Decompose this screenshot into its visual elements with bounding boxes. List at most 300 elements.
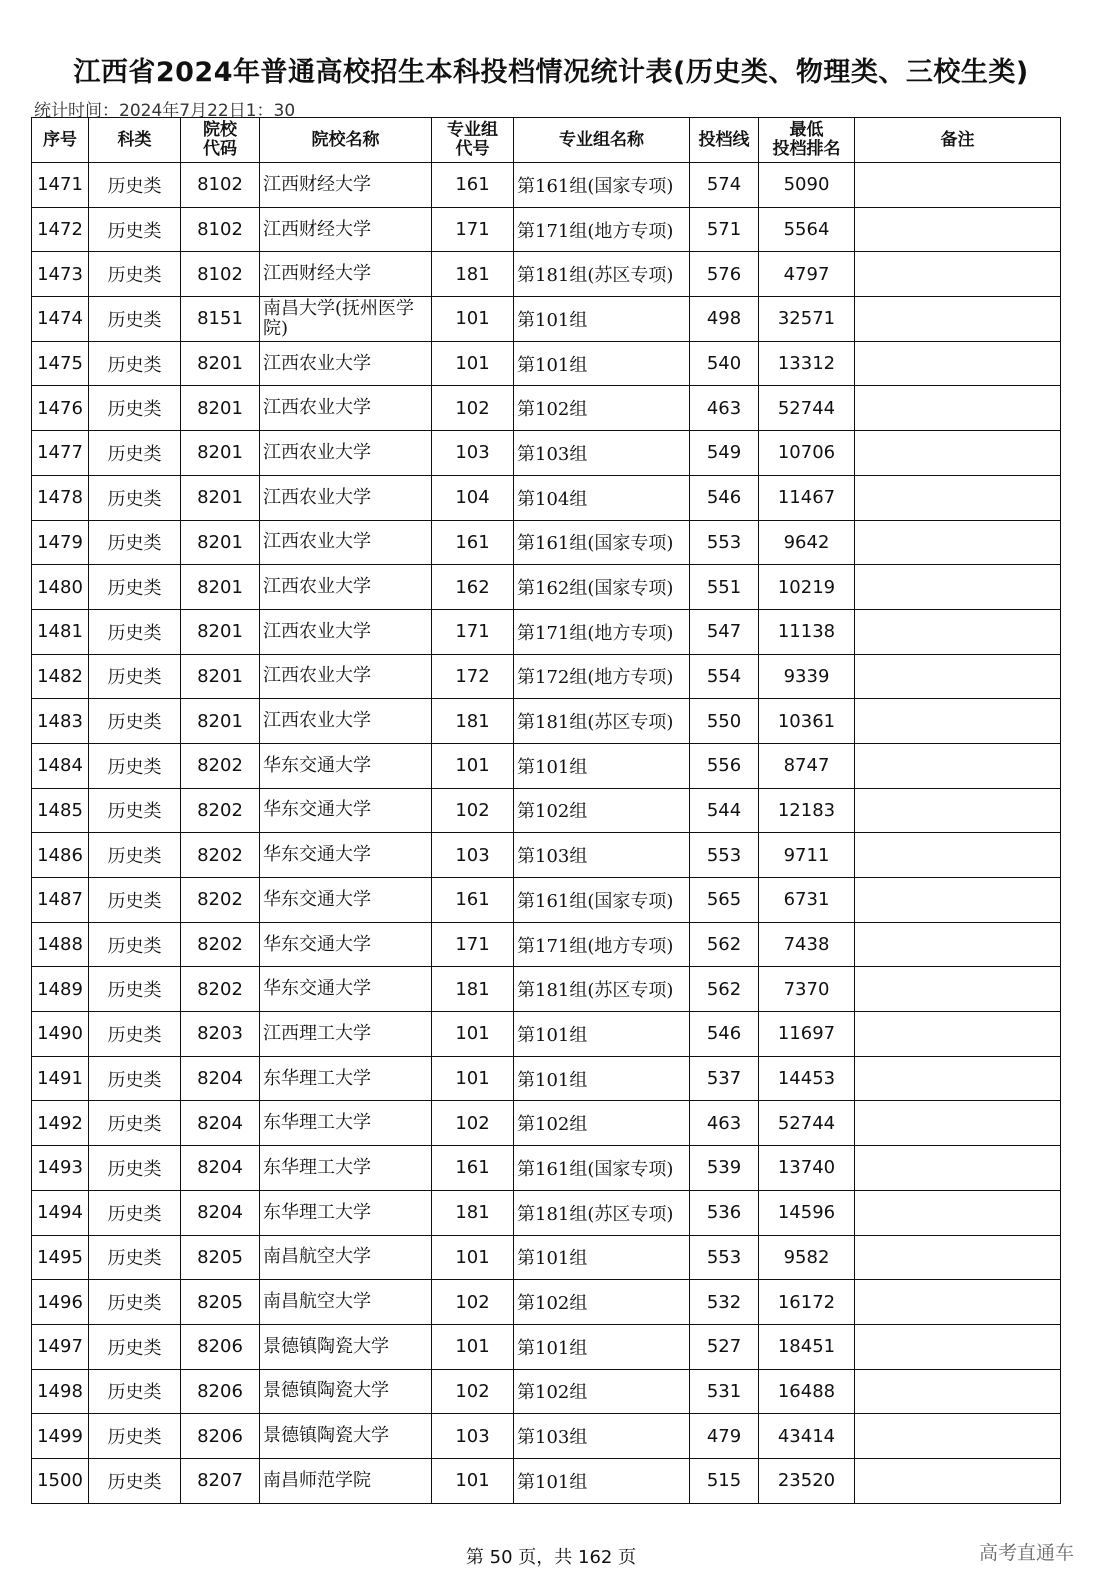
cell-group-code: 101 (432, 1324, 514, 1369)
cell-score: 554 (690, 654, 759, 699)
cell-group-name: 第181组(苏区专项) (514, 699, 690, 744)
cell-seq: 1491 (32, 1056, 89, 1101)
cell-school-code: 8204 (181, 1190, 260, 1235)
cell-category: 历史类 (89, 252, 181, 297)
cell-category: 历史类 (89, 743, 181, 788)
cell-rank: 14596 (759, 1190, 855, 1235)
cell-school-code: 8202 (181, 743, 260, 788)
cell-group-code: 104 (432, 475, 514, 520)
header-school-code (181, 118, 260, 163)
cell-score: 562 (690, 922, 759, 967)
cell-school-name: 华东交通大学 (260, 878, 432, 923)
cell-group-code: 181 (432, 252, 514, 297)
cell-rank: 11138 (759, 609, 855, 654)
cell-school-code: 8201 (181, 475, 260, 520)
cell-school-name: 东华理工大学 (260, 1056, 432, 1101)
cell-school-name: 景德镇陶瓷大学 (260, 1369, 432, 1414)
cell-note (855, 743, 1061, 788)
table-row (32, 207, 1061, 252)
cell-seq: 1493 (32, 1146, 89, 1191)
cell-category: 历史类 (89, 967, 181, 1012)
cell-rank: 16488 (759, 1369, 855, 1414)
header-rank-line2: 投档排名 (772, 139, 841, 159)
cell-category: 历史类 (89, 1280, 181, 1325)
cell-school-code: 8102 (181, 163, 260, 208)
cell-school-name: 景德镇陶瓷大学 (260, 1324, 432, 1369)
cell-school-code: 8201 (181, 386, 260, 431)
cell-group-name: 第102组 (514, 386, 690, 431)
cell-school-code: 8202 (181, 878, 260, 923)
cell-category: 历史类 (89, 1369, 181, 1414)
cell-rank: 8747 (759, 743, 855, 788)
cell-school-code: 8204 (181, 1146, 260, 1191)
table-row (32, 163, 1061, 208)
cell-seq: 1472 (32, 207, 89, 252)
cell-rank: 5564 (759, 207, 855, 252)
cell-group-name: 第101组 (514, 1458, 690, 1503)
cell-school-name: 东华理工大学 (260, 1190, 432, 1235)
cell-category: 历史类 (89, 475, 181, 520)
cell-group-code: 161 (432, 1146, 514, 1191)
cell-note (855, 699, 1061, 744)
cell-rank: 5090 (759, 163, 855, 208)
cell-score: 479 (690, 1414, 759, 1459)
cell-note (855, 1458, 1061, 1503)
cell-school-name: 华东交通大学 (260, 788, 432, 833)
cell-seq: 1497 (32, 1324, 89, 1369)
table-row (32, 475, 1061, 520)
cell-rank: 7438 (759, 922, 855, 967)
cell-score: 562 (690, 967, 759, 1012)
table-row (32, 1190, 1061, 1235)
cell-group-name: 第171组(地方专项) (514, 922, 690, 967)
cell-rank: 4797 (759, 252, 855, 297)
cell-seq: 1484 (32, 743, 89, 788)
cell-group-code: 101 (432, 1235, 514, 1280)
cell-seq: 1487 (32, 878, 89, 923)
cell-category: 历史类 (89, 565, 181, 610)
cell-school-name: 江西农业大学 (260, 341, 432, 386)
cell-note (855, 431, 1061, 476)
cell-category: 历史类 (89, 1235, 181, 1280)
cell-note (855, 520, 1061, 565)
cell-seq: 1477 (32, 431, 89, 476)
statistics-timestamp: 统计时间：2024年7月22日1：30 (34, 101, 296, 121)
table-row (32, 520, 1061, 565)
cell-school-name: 江西农业大学 (260, 565, 432, 610)
table-row (32, 386, 1061, 431)
cell-note (855, 609, 1061, 654)
cell-category: 历史类 (89, 207, 181, 252)
cell-group-code: 172 (432, 654, 514, 699)
cell-school-code: 8201 (181, 654, 260, 699)
cell-seq: 1476 (32, 386, 89, 431)
cell-group-code: 101 (432, 743, 514, 788)
cell-score: 553 (690, 833, 759, 878)
cell-group-name: 第101组 (514, 1056, 690, 1101)
table-row (32, 431, 1061, 476)
cell-note (855, 297, 1061, 342)
cell-score: 537 (690, 1056, 759, 1101)
cell-group-name: 第101组 (514, 1324, 690, 1369)
cell-group-code: 171 (432, 922, 514, 967)
cell-score: 546 (690, 1012, 759, 1057)
cell-school-name: 东华理工大学 (260, 1101, 432, 1146)
cell-group-name: 第103组 (514, 431, 690, 476)
cell-rank: 18451 (759, 1324, 855, 1369)
cell-score: 574 (690, 163, 759, 208)
cell-note (855, 1146, 1061, 1191)
cell-note (855, 1012, 1061, 1057)
cell-group-code: 102 (432, 1280, 514, 1325)
cell-school-code: 8206 (181, 1324, 260, 1369)
header-score: 投档线 (690, 118, 759, 163)
cell-school-code: 8201 (181, 341, 260, 386)
cell-seq: 1486 (32, 833, 89, 878)
cell-group-name: 第171组(地方专项) (514, 609, 690, 654)
cell-group-code: 102 (432, 1369, 514, 1414)
cell-rank: 23520 (759, 1458, 855, 1503)
table-row (32, 252, 1061, 297)
cell-school-name: 江西农业大学 (260, 654, 432, 699)
table-row (32, 341, 1061, 386)
cell-school-code: 8201 (181, 609, 260, 654)
cell-category: 历史类 (89, 609, 181, 654)
cell-school-name: 江西财经大学 (260, 252, 432, 297)
cell-score: 547 (690, 609, 759, 654)
table-row (32, 922, 1061, 967)
cell-group-name: 第103组 (514, 1414, 690, 1459)
cell-score: 551 (690, 565, 759, 610)
cell-school-code: 8202 (181, 922, 260, 967)
cell-category: 历史类 (89, 163, 181, 208)
cell-group-name: 第102组 (514, 788, 690, 833)
cell-category: 历史类 (89, 1414, 181, 1459)
cell-rank: 43414 (759, 1414, 855, 1459)
cell-school-code: 8207 (181, 1458, 260, 1503)
cell-seq: 1479 (32, 520, 89, 565)
cell-seq: 1481 (32, 609, 89, 654)
cell-note (855, 207, 1061, 252)
table-row (32, 788, 1061, 833)
cell-group-code: 171 (432, 207, 514, 252)
cell-seq: 1483 (32, 699, 89, 744)
table-row (32, 297, 1061, 342)
cell-category: 历史类 (89, 1190, 181, 1235)
cell-school-name: 南昌大学(抚州医学院) (260, 297, 432, 342)
cell-note (855, 163, 1061, 208)
cell-rank: 16172 (759, 1280, 855, 1325)
cell-score: 540 (690, 341, 759, 386)
cell-group-code: 101 (432, 1458, 514, 1503)
cell-group-name: 第101组 (514, 297, 690, 342)
cell-group-code: 101 (432, 1056, 514, 1101)
cell-seq: 1489 (32, 967, 89, 1012)
cell-school-name: 景德镇陶瓷大学 (260, 1414, 432, 1459)
cell-note (855, 475, 1061, 520)
cell-group-name: 第101组 (514, 743, 690, 788)
page-number: 第 50 页，共 162 页 (465, 1547, 637, 1568)
cell-seq: 1498 (32, 1369, 89, 1414)
cell-school-code: 8206 (181, 1369, 260, 1414)
table-row (32, 565, 1061, 610)
cell-school-code: 8205 (181, 1280, 260, 1325)
cell-rank: 13740 (759, 1146, 855, 1191)
cell-group-code: 101 (432, 297, 514, 342)
cell-category: 历史类 (89, 520, 181, 565)
cell-category: 历史类 (89, 1324, 181, 1369)
cell-group-name: 第101组 (514, 1012, 690, 1057)
cell-group-name: 第161组(国家专项) (514, 878, 690, 923)
cell-rank: 13312 (759, 341, 855, 386)
cell-group-code: 101 (432, 1012, 514, 1057)
cell-score: 571 (690, 207, 759, 252)
table-row (32, 833, 1061, 878)
table-row (32, 1324, 1061, 1369)
cell-seq: 1490 (32, 1012, 89, 1057)
cell-category: 历史类 (89, 341, 181, 386)
cell-group-name: 第104组 (514, 475, 690, 520)
cell-rank: 14453 (759, 1056, 855, 1101)
cell-school-name: 华东交通大学 (260, 833, 432, 878)
header-note: 备注 (855, 118, 1061, 163)
cell-score: 544 (690, 788, 759, 833)
cell-category: 历史类 (89, 1056, 181, 1101)
cell-seq: 1482 (32, 654, 89, 699)
cell-score: 463 (690, 1101, 759, 1146)
cell-note (855, 1101, 1061, 1146)
cell-group-name: 第101组 (514, 1235, 690, 1280)
cell-score: 463 (690, 386, 759, 431)
cell-score: 553 (690, 1235, 759, 1280)
cell-rank: 7370 (759, 967, 855, 1012)
cell-school-name: 江西财经大学 (260, 207, 432, 252)
cell-group-name: 第102组 (514, 1101, 690, 1146)
cell-seq: 1488 (32, 922, 89, 967)
cell-category: 历史类 (89, 431, 181, 476)
cell-seq: 1495 (32, 1235, 89, 1280)
cell-school-code: 8201 (181, 565, 260, 610)
cell-school-code: 8203 (181, 1012, 260, 1057)
cell-category: 历史类 (89, 922, 181, 967)
cell-group-name: 第161组(国家专项) (514, 520, 690, 565)
cell-school-code: 8202 (181, 833, 260, 878)
cell-rank: 10361 (759, 699, 855, 744)
cell-note (855, 341, 1061, 386)
cell-school-code: 8201 (181, 520, 260, 565)
cell-note (855, 833, 1061, 878)
cell-seq: 1494 (32, 1190, 89, 1235)
header-rank (759, 118, 855, 163)
cell-school-name: 南昌航空大学 (260, 1280, 432, 1325)
cell-rank: 9711 (759, 833, 855, 878)
cell-seq: 1478 (32, 475, 89, 520)
cell-rank: 9582 (759, 1235, 855, 1280)
cell-school-name: 江西农业大学 (260, 609, 432, 654)
cell-school-name: 江西理工大学 (260, 1012, 432, 1057)
table-row (32, 1280, 1061, 1325)
cell-score: 515 (690, 1458, 759, 1503)
cell-group-code: 161 (432, 163, 514, 208)
cell-seq: 1471 (32, 163, 89, 208)
cell-score: 553 (690, 520, 759, 565)
cell-group-name: 第181组(苏区专项) (514, 1190, 690, 1235)
cell-group-code: 102 (432, 386, 514, 431)
cell-group-name: 第161组(国家专项) (514, 1146, 690, 1191)
cell-seq: 1499 (32, 1414, 89, 1459)
cell-rank: 52744 (759, 1101, 855, 1146)
cell-category: 历史类 (89, 1458, 181, 1503)
cell-group-code: 103 (432, 833, 514, 878)
cell-rank: 9339 (759, 654, 855, 699)
cell-group-name: 第181组(苏区专项) (514, 252, 690, 297)
cell-school-name: 东华理工大学 (260, 1146, 432, 1191)
cell-score: 532 (690, 1280, 759, 1325)
cell-school-name: 江西农业大学 (260, 431, 432, 476)
header-rank-line1: 最低 (789, 120, 824, 140)
header-category: 科类 (89, 118, 181, 163)
cell-note (855, 788, 1061, 833)
page-title: 江西省2024年普通高校招生本科投档情况统计表(历史类、物理类、三校生类) (73, 57, 1029, 88)
cell-school-code: 8206 (181, 1414, 260, 1459)
cell-note (855, 922, 1061, 967)
cell-school-code: 8205 (181, 1235, 260, 1280)
cell-rank: 9642 (759, 520, 855, 565)
cell-seq: 1496 (32, 1280, 89, 1325)
cell-school-code: 8204 (181, 1056, 260, 1101)
cell-rank: 10706 (759, 431, 855, 476)
cell-category: 历史类 (89, 386, 181, 431)
cell-note (855, 654, 1061, 699)
admission-table (31, 117, 1061, 1504)
cell-school-name: 南昌师范学院 (260, 1458, 432, 1503)
cell-group-name: 第161组(国家专项) (514, 163, 690, 208)
cell-seq: 1473 (32, 252, 89, 297)
cell-rank: 10219 (759, 565, 855, 610)
header-group-code-line1: 专业组 (447, 120, 498, 140)
cell-group-code: 181 (432, 1190, 514, 1235)
cell-note (855, 1235, 1061, 1280)
cell-school-name: 华东交通大学 (260, 922, 432, 967)
cell-school-name: 华东交通大学 (260, 967, 432, 1012)
cell-school-name: 南昌航空大学 (260, 1235, 432, 1280)
cell-group-code: 103 (432, 431, 514, 476)
table-row (32, 878, 1061, 923)
table-row (32, 1414, 1061, 1459)
table-row (32, 967, 1061, 1012)
table-row (32, 1369, 1061, 1414)
cell-group-name: 第103组 (514, 833, 690, 878)
cell-score: 536 (690, 1190, 759, 1235)
header-group-code-line2: 代号 (455, 139, 490, 159)
cell-group-name: 第162组(国家专项) (514, 565, 690, 610)
cell-category: 历史类 (89, 1012, 181, 1057)
table-row (32, 1012, 1061, 1057)
cell-group-code: 181 (432, 967, 514, 1012)
table-row (32, 1458, 1061, 1503)
cell-note (855, 967, 1061, 1012)
table-row (32, 609, 1061, 654)
cell-group-name: 第171组(地方专项) (514, 207, 690, 252)
header-school-code-line1: 院校 (203, 120, 237, 140)
table-row (32, 699, 1061, 744)
cell-note (855, 1414, 1061, 1459)
cell-group-name: 第102组 (514, 1369, 690, 1414)
cell-score: 546 (690, 475, 759, 520)
cell-note (855, 1190, 1061, 1235)
cell-school-name: 江西农业大学 (260, 386, 432, 431)
cell-rank: 52744 (759, 386, 855, 431)
cell-school-code: 8151 (181, 297, 260, 342)
table-row (32, 1056, 1061, 1101)
cell-group-code: 181 (432, 699, 514, 744)
brand-watermark: 高考直通车 (978, 1542, 1074, 1564)
cell-school-name: 江西财经大学 (260, 163, 432, 208)
cell-category: 历史类 (89, 699, 181, 744)
cell-group-code: 101 (432, 341, 514, 386)
cell-group-code: 102 (432, 788, 514, 833)
cell-school-name: 华东交通大学 (260, 743, 432, 788)
header-group-code (432, 118, 514, 163)
cell-category: 历史类 (89, 1101, 181, 1146)
header-school-name: 院校名称 (260, 118, 432, 163)
cell-rank: 11467 (759, 475, 855, 520)
table-row (32, 1146, 1061, 1191)
cell-score: 498 (690, 297, 759, 342)
cell-score: 576 (690, 252, 759, 297)
cell-seq: 1474 (32, 297, 89, 342)
cell-group-name: 第172组(地方专项) (514, 654, 690, 699)
cell-group-code: 162 (432, 565, 514, 610)
table-row (32, 654, 1061, 699)
cell-school-code: 8102 (181, 252, 260, 297)
cell-score: 556 (690, 743, 759, 788)
cell-seq: 1485 (32, 788, 89, 833)
cell-note (855, 252, 1061, 297)
cell-seq: 1500 (32, 1458, 89, 1503)
cell-rank: 12183 (759, 788, 855, 833)
cell-school-code: 8201 (181, 431, 260, 476)
cell-category: 历史类 (89, 654, 181, 699)
cell-category: 历史类 (89, 297, 181, 342)
table-row (32, 1235, 1061, 1280)
cell-school-code: 8202 (181, 967, 260, 1012)
cell-school-code: 8201 (181, 699, 260, 744)
cell-group-code: 171 (432, 609, 514, 654)
header-seq: 序号 (32, 118, 89, 163)
table-row (32, 743, 1061, 788)
cell-school-name: 江西农业大学 (260, 699, 432, 744)
cell-school-name: 江西农业大学 (260, 520, 432, 565)
cell-group-name: 第181组(苏区专项) (514, 967, 690, 1012)
cell-score: 527 (690, 1324, 759, 1369)
cell-school-code: 8202 (181, 788, 260, 833)
cell-school-code: 8102 (181, 207, 260, 252)
cell-rank: 6731 (759, 878, 855, 923)
cell-note (855, 1369, 1061, 1414)
cell-group-code: 161 (432, 878, 514, 923)
cell-group-name: 第101组 (514, 341, 690, 386)
cell-score: 531 (690, 1369, 759, 1414)
cell-group-code: 102 (432, 1101, 514, 1146)
table-header-row (32, 118, 1061, 163)
cell-note (855, 878, 1061, 923)
cell-note (855, 1280, 1061, 1325)
cell-category: 历史类 (89, 788, 181, 833)
cell-note (855, 1324, 1061, 1369)
cell-note (855, 386, 1061, 431)
cell-school-code: 8204 (181, 1101, 260, 1146)
